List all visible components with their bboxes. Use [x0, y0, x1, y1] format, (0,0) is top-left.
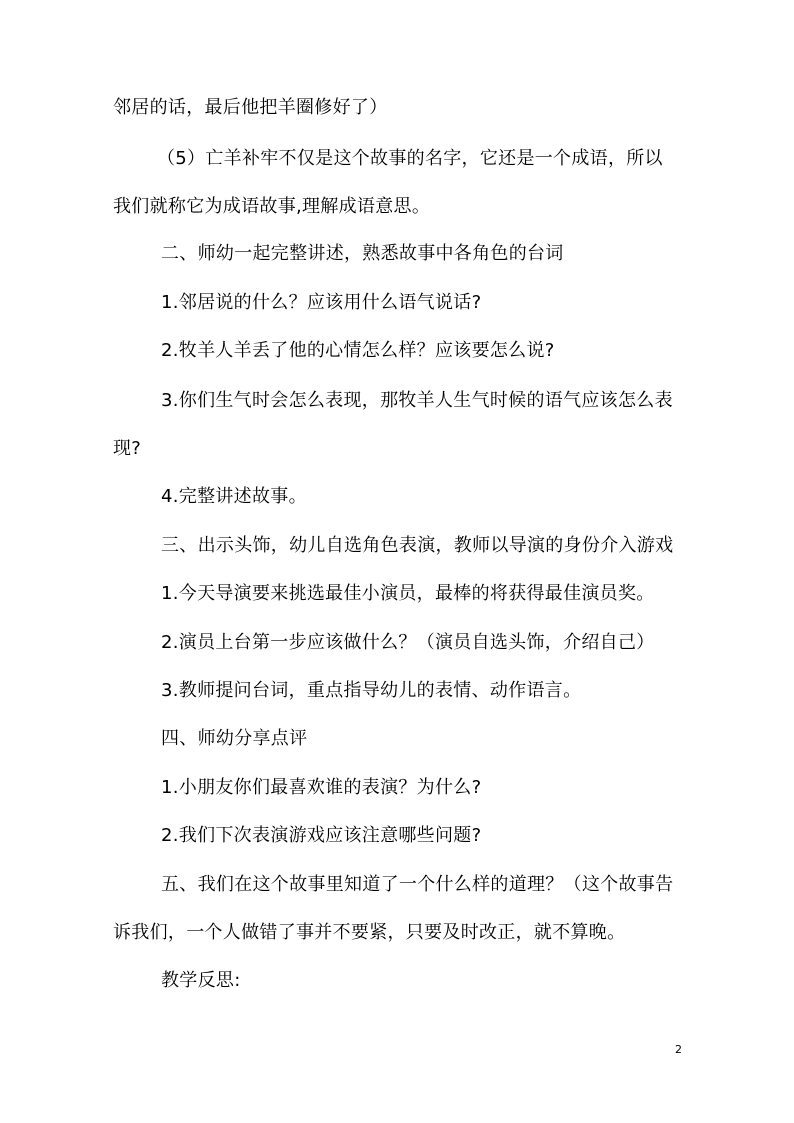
text-line-7: 3.你们生气时会怎么表现，那牧羊人生气时候的语气应该怎么表: [161, 390, 673, 411]
text-line-11: 1.今天导演要来挑选最佳小演员，最棒的将获得最佳演员奖。: [161, 583, 655, 604]
text-line-1: 邻居的话，最后他把羊圈修好了）: [113, 97, 388, 118]
text-line-8: 现?: [113, 438, 142, 459]
text-line-13: 3.教师提问台词，重点指导幼儿的表情、动作语言。: [161, 680, 582, 701]
text-line-6: 2.牧羊人羊丢了他的心情怎么样？应该要怎么说?: [161, 340, 555, 361]
section-heading-3: 三、出示头饰，幼儿自选角色表演，教师以导演的身份介入游戏: [161, 535, 674, 556]
section-heading-4: 四、师幼分享点评: [161, 728, 308, 749]
section-heading-2: 二、师幼一起完整讲述，熟悉故事中各角色的台词: [161, 243, 564, 264]
section-heading-5: 五、我们在这个故事里知道了一个什么样的道理？（这个故事告: [161, 874, 674, 895]
text-line-16: 2.我们下次表演游戏应该注意哪些问题?: [161, 825, 482, 846]
page-number: 2: [675, 1043, 682, 1056]
text-line-15: 1.小朋友你们最喜欢谁的表演？为什么?: [161, 777, 482, 798]
text-line-12: 2.演员上台第一步应该做什么？（演员自选头饰，介绍自己）: [161, 632, 655, 653]
text-line-3: 我们就称它为成语故事,理解成语意思。: [113, 196, 431, 217]
text-line-18: 诉我们，一个人做错了事并不要紧，只要及时改正，就不算晚。: [113, 922, 626, 943]
text-line-9: 4.完整讲述故事。: [161, 486, 307, 507]
teaching-reflection-heading: 教学反思:: [161, 970, 241, 991]
text-line-2: （5）亡羊补牢不仅是这个故事的名字，它还是一个成语，所以: [157, 148, 663, 169]
text-line-5: 1.邻居说的什么？应该用什么语气说话?: [161, 292, 482, 313]
